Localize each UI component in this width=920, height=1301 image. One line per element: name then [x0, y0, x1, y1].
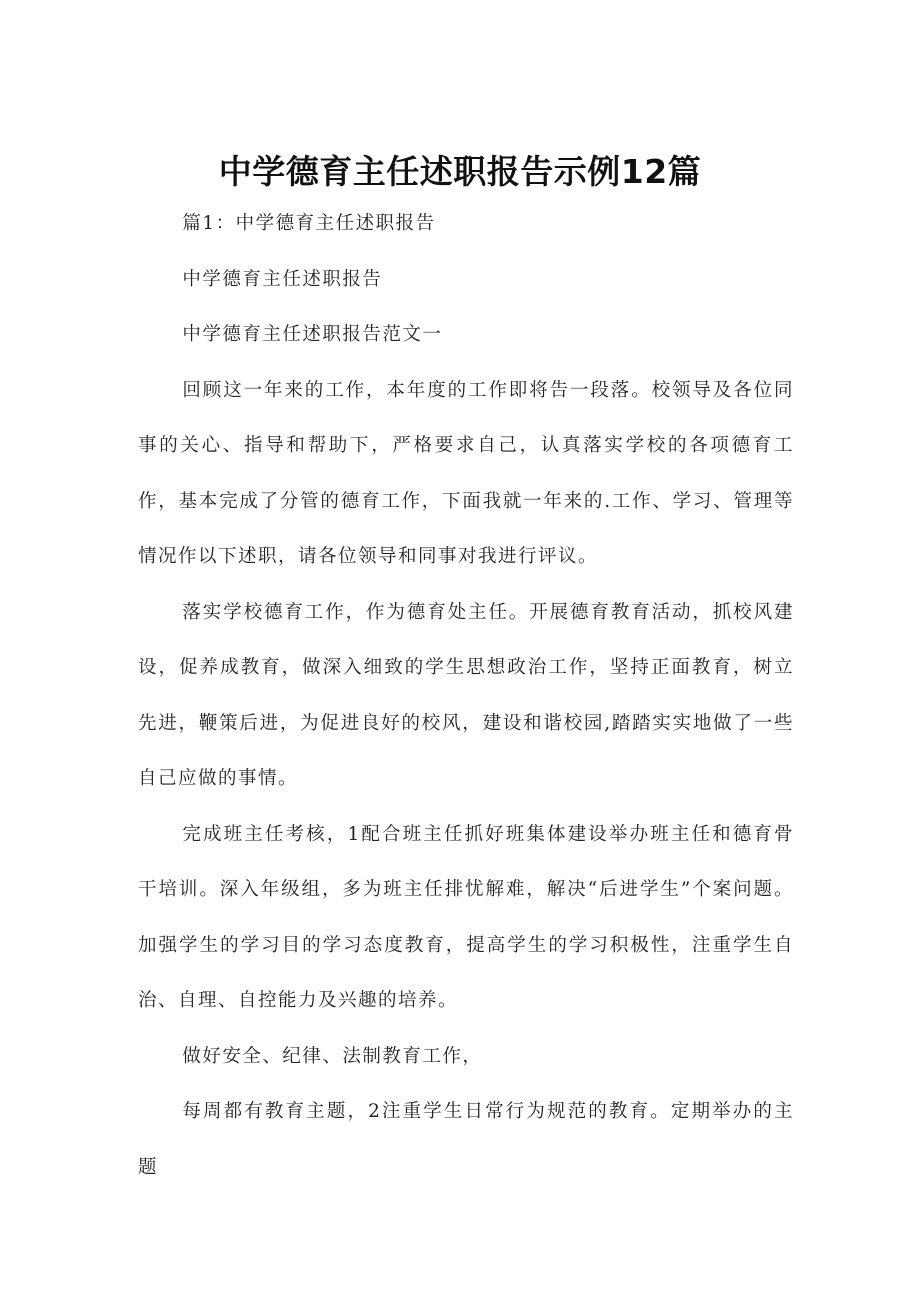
section-heading: 篇1：中学德育主任述职报告 — [182, 213, 436, 234]
body-paragraph: 完成班主任考核，1配合班主任抓好班集体建设举办班主任和德育骨干培训。深入年级组，多为班主任排忧解难，解决“后进学生”个案问题。加强学生的学习目的学习态度教育，提高学生的学习积极性，注重学生自治、自理、自控能力及兴趣的培养。 — [138, 823, 794, 1011]
sample-heading: 中学德育主任述职报告范文一 — [182, 324, 443, 345]
body-paragraph: 回顾这一年来的工作，本年度的工作即将告一段落。校领导及各位同事的关心、指导和帮助下，严格要求自己，认真落实学校的各项德育工作，基本完成了分管的德育工作，下面我就一年来的.工作、学习、管理等情况作以下述职，请各位领导和同事对我进行评议。 — [138, 379, 794, 567]
document-title: 中学德育主任述职报告示例12篇 — [218, 152, 702, 192]
body-paragraph: 落实学校德育工作，作为德育处主任。开展德育教育活动，抓校风建设，促养成教育，做深入细致的学生思想政治工作，坚持正面教育，树立先进，鞭策后进，为促进良好的校风，建设和谐校园,踏踏实实地做了一些自己应做的事情。 — [138, 601, 794, 789]
body-paragraph: 做好安全、纪律、法制教育工作， — [182, 1045, 483, 1067]
body-paragraph: 每周都有教育主题，2注重学生日常行为规范的教育。定期举办的主题 — [138, 1101, 794, 1178]
document-body — [138, 196, 794, 1195]
report-heading: 中学德育主任述职报告 — [182, 268, 383, 290]
